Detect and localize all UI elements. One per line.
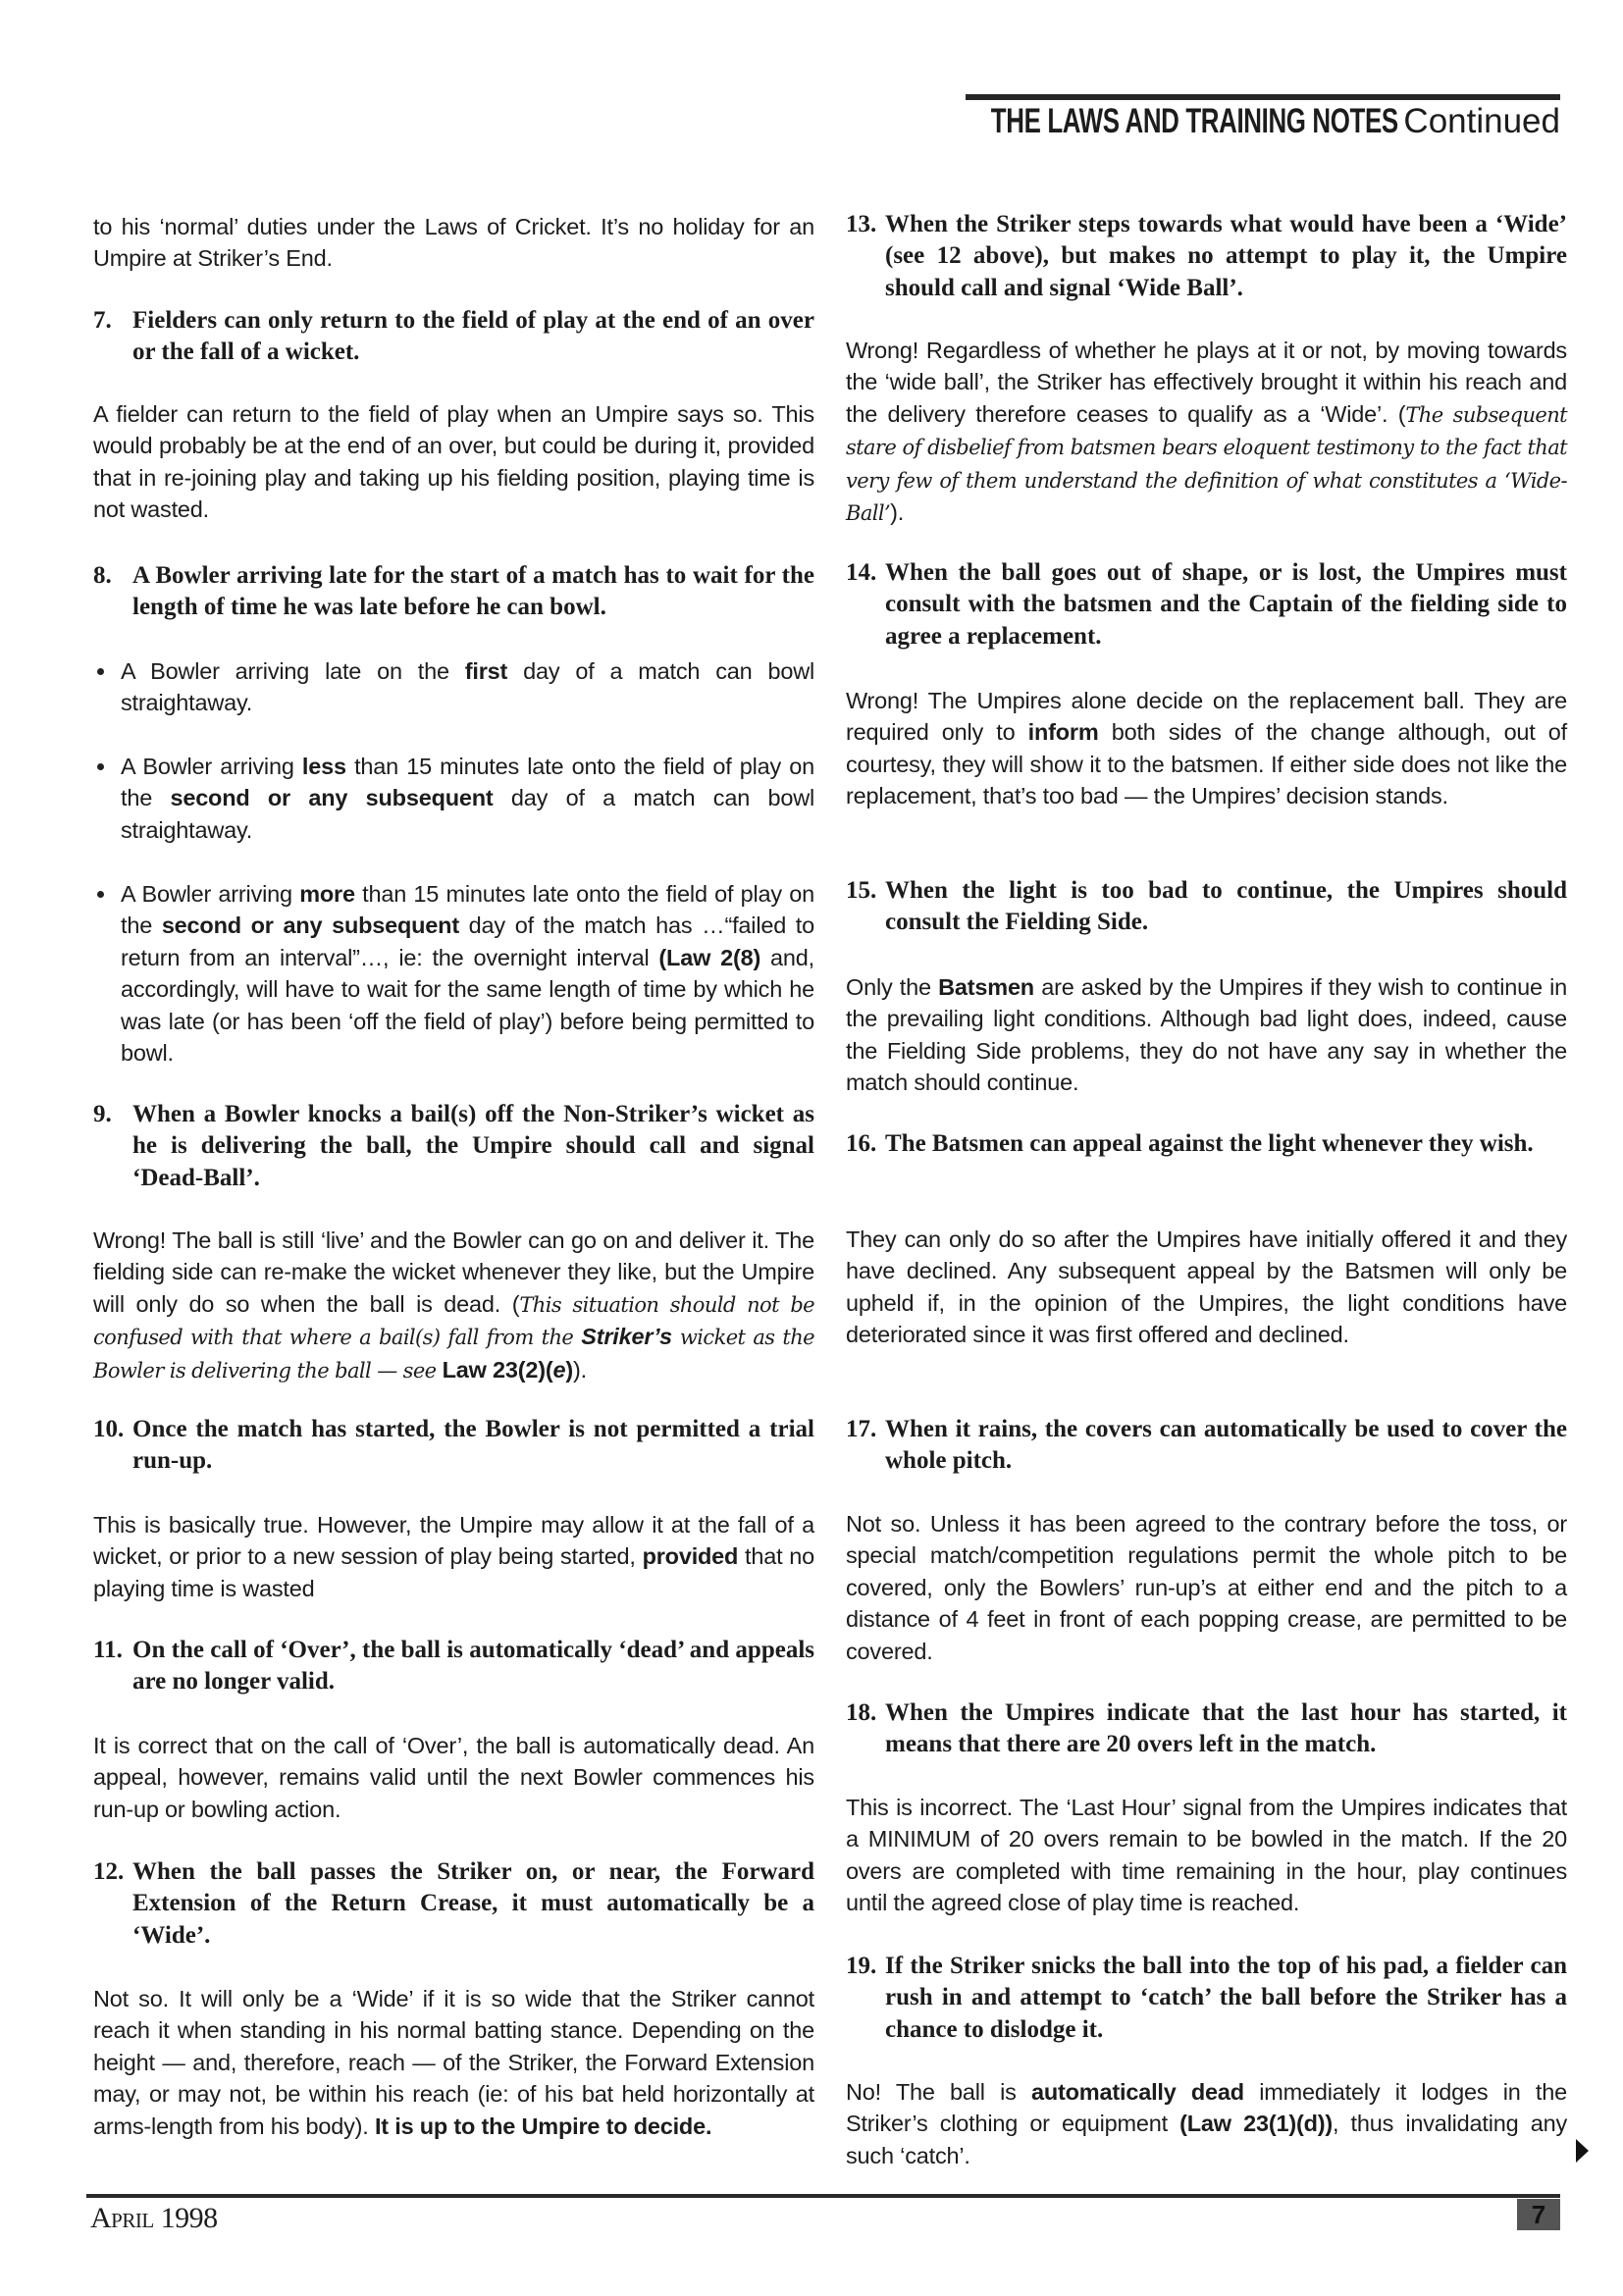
footer-rule	[86, 2194, 1560, 2198]
italic-text: The subsequent stare of disbelief from batsmen bears eloquent testimony to the fact that very few of them understand the definition of what constitutes a ‘Wide-Ball’	[846, 402, 1567, 526]
bullet-icon	[97, 891, 104, 898]
header-title: THE LAWS AND TRAINING NOTES	[990, 102, 1398, 140]
bold-text: second or any subsequent	[161, 913, 459, 939]
answer-paragraph	[846, 685, 1567, 812]
text-run: ).	[573, 1356, 587, 1383]
bold-text: Law 23(2)(	[442, 1356, 553, 1383]
bold-text: )	[565, 1356, 574, 1383]
text-run: The Batsmen can appeal against the light whenever they wish.	[885, 1130, 1534, 1157]
text-run: Once the match has started, the Bowler is not permitted a trial run-up.	[132, 1416, 814, 1475]
answer-paragraph	[846, 1224, 1567, 1351]
answer-paragraph	[93, 1983, 814, 2142]
answer-paragraph	[846, 1792, 1567, 1919]
text-run: A Bowler arriving late on the	[121, 658, 465, 684]
header-subtitle: Continued	[1403, 102, 1560, 140]
bullet-icon	[97, 763, 104, 770]
answer-paragraph	[93, 211, 814, 275]
bullet-item	[93, 655, 814, 719]
bold-text: more	[299, 881, 355, 907]
text-run: When the ball goes out of shape, or is lost, the Umpires must consult with the batsmen and the Captain of the fielding side to agree a replacement.	[885, 559, 1567, 650]
text-run: When the light is too bad to continue, the Umpires should consult the Fielding Side.	[885, 877, 1567, 936]
answer-paragraph	[846, 335, 1567, 529]
bold-text: inform	[1027, 719, 1099, 746]
text-run: A Bowler arriving	[121, 881, 300, 907]
answer-paragraph	[93, 1509, 814, 1604]
text-run: They can only do so after the Umpires have initially offered it and they have declined. Any subsequent appeal by the Batsmen will only be upheld if, in the opinion of the Umpires, the light conditions have deteriorated since it was first offered and declined.	[846, 1226, 1567, 1348]
bold-text: second or any subsequent	[170, 785, 494, 811]
text-run: day of a match can bowl straightaway.	[121, 785, 814, 843]
question-number: 13.	[846, 211, 877, 237]
text-run: Not so. Unless it has been agreed to the contrary before the toss, or special match/competition regulations permit the whole pitch to be covered, only the Bowlers’ run-up’s at either end and the pitch to a distance of 4 feet in front of each popping crease, are permitted to be covered.	[846, 1511, 1567, 1664]
answer-paragraph	[846, 2076, 1567, 2171]
text-run: both sides of the change although, out of courtesy, they will show it to the batsmen. If either side does not like the replacement, that’s too bad — the Umpires’ decision stands.	[846, 719, 1567, 809]
question-heading	[846, 557, 1567, 652]
question-number: 19.	[846, 1953, 877, 1979]
question-heading	[93, 1099, 814, 1194]
question-number: 17.	[846, 1416, 877, 1442]
question-heading	[93, 560, 814, 624]
text-run: to his ‘normal’ duties under the Laws of Cricket. It’s no holiday for an Umpire at Striker’s End.	[93, 214, 814, 272]
bold-text: (Law 2(8)	[658, 944, 761, 970]
question-number: 14.	[846, 559, 877, 586]
text-run: than 15 minutes late onto the field of play on the	[121, 881, 814, 939]
text-run: immediately it lodges in the Striker’s clothing or equipment	[846, 2079, 1567, 2137]
answer-paragraph	[93, 398, 814, 526]
question-number: 10.	[93, 1416, 125, 1442]
bold-text: automatically dead	[1031, 2079, 1244, 2105]
question-number: 11.	[93, 1637, 123, 1663]
italic-text: wicket as the Bowler is delivering the ball — see	[93, 1326, 815, 1383]
text-run: A fielder can return to the field of play when an Umpire says so. This would probably be at the end of an over, but could be during it, provided that in re-joining play and taking up his fielding position, playing time is not wasted.	[93, 401, 814, 523]
text-run: On the call of ‘Over’, the ball is automatically ‘dead’ and appeals are no longer valid.	[132, 1637, 814, 1696]
question-number: 16.	[846, 1130, 877, 1157]
text-run: Not so. It will only be a ‘Wide’ if it is so wide that the Striker cannot reach it when standing in his normal batting stance. Depending on the height — and, therefore, reach — of the Striker, the Forward Extension may, or may not, be within his reach (ie: of his bat held horizontally at arms-length from his body).	[93, 1986, 814, 2139]
text-run: than 15 minutes late onto the field of play on the	[121, 754, 814, 811]
text-run: Wrong! The Umpires alone decide on the replacement ball. They are required only to	[846, 688, 1567, 746]
text-run: When a Bowler knocks a bail(s) off the Non-Striker’s wicket as he is delivering the ball, the Umpire should call and signal ‘Dead-Ball’.	[132, 1101, 814, 1191]
footer-date: April 1998	[90, 2202, 218, 2234]
question-heading	[846, 1128, 1567, 1160]
text-run: day of the match has …“failed to return from an interval”…, ie: the overnight interval	[121, 913, 815, 970]
bold-text: first	[464, 658, 508, 684]
question-heading	[93, 1414, 814, 1478]
text-run: A Bowler arriving late for the start of a match has to wait for the length of time he was late before he can bowl.	[132, 562, 814, 621]
bold-text: (Law 23(1)(d))	[1179, 2111, 1333, 2137]
question-number: 8.	[93, 562, 112, 589]
header-rule	[966, 94, 1560, 100]
bullet-item	[93, 878, 814, 1069]
text-run: are asked by the Umpires if they wish to continue in the prevailing light conditions. Although bad light does, indeed, cause the Fielding Side problems, they do not have any say in whether the match should continue.	[846, 974, 1567, 1096]
question-heading	[846, 1697, 1567, 1761]
bold-text: less	[301, 754, 346, 779]
answer-paragraph	[93, 1730, 814, 1825]
question-number: 9.	[93, 1101, 112, 1127]
text-run: ).	[890, 499, 905, 526]
text-run: and, accordingly, will have to wait for the same length of time by which he was late (or has been ‘off the field of play’) before being permitted to bowl.	[121, 944, 814, 1067]
text-run: This is incorrect. The ‘Last Hour’ signal from the Umpires indicates that a MINIMUM of 20 overs remain to be bowled in the match. If the 20 overs are completed with time remaining in the hour, play continues until the agreed close of play time is reached.	[846, 1795, 1567, 1916]
question-number: 15.	[846, 877, 877, 904]
bold-text: e	[552, 1356, 566, 1383]
bold-text: provided	[642, 1543, 739, 1570]
text-run: Only the	[846, 974, 939, 1000]
italic-text: This situation should not be confused with that where a bail(s) fall from the	[93, 1292, 814, 1350]
bold-text: Striker’s	[581, 1324, 672, 1350]
question-heading	[93, 1635, 814, 1698]
question-number: 7.	[93, 307, 112, 334]
text-run: When the Striker steps towards what would have been a ‘Wide’ (see 12 above), but makes no attempt to play it, the Umpire should call and signal ‘Wide Ball’.	[885, 211, 1567, 301]
text-run: If the Striker snicks the ball into the top of his pad, a fielder can rush in and attempt to ‘catch’ the ball before the Striker has a chance to dislodge it.	[885, 1953, 1567, 2043]
text-run: , thus invalidating any such ‘catch’.	[846, 2111, 1568, 2168]
question-heading	[93, 305, 814, 369]
text-run: Wrong! Regardless of whether he plays at it or not, by moving towards the ‘wide ball’, the Striker has effectively brought it within his reach and the delivery therefore ceases to qualify as a ‘Wide’. (	[846, 338, 1567, 427]
question-heading	[846, 209, 1567, 304]
question-heading	[846, 1414, 1567, 1478]
answer-paragraph	[846, 1508, 1567, 1667]
text-run: that no playing time is wasted	[93, 1543, 814, 1601]
text-run: It is correct that on the call of ‘Over’, the ball is automatically dead. An appeal, however, remains valid until the next Bowler commences his run-up or bowling action.	[93, 1733, 814, 1822]
question-heading	[846, 875, 1567, 939]
question-number: 12.	[93, 1858, 125, 1885]
text-run: When the ball passes the Striker on, or near, the Forward Extension of the Return Crease, it must automatically be a ‘Wide’.	[132, 1858, 814, 1949]
bullet-icon	[97, 668, 104, 675]
text-run: A Bowler arriving	[121, 754, 302, 779]
bullet-item	[93, 751, 814, 846]
text-run: Wrong! The ball is still ‘live’ and the Bowler can go on and deliver it. The fielding side can re-make the wicket whenever they like, but the Umpire will only do so when the ball is dead. (	[93, 1227, 814, 1317]
text-run: Fielders can only return to the field of play at the end of an over or the fall of a wicket.	[132, 307, 814, 366]
answer-paragraph	[846, 971, 1567, 1099]
bold-text: Batsmen	[938, 974, 1034, 1000]
page-header	[848, 102, 1560, 141]
text-run: This is basically true. However, the Umpire may allow it at the fall of a wicket, or prior to a new session of play being started,	[93, 1512, 814, 1570]
arrow-right-icon	[1576, 2139, 1589, 2163]
question-heading	[846, 1951, 1567, 2046]
bold-text: It is up to the Umpire to decide.	[374, 2113, 712, 2139]
page-number: 7	[1517, 2199, 1560, 2230]
question-heading	[93, 1856, 814, 1952]
text-run: When the Umpires indicate that the last hour has started, it means that there are 20 overs left in the match.	[885, 1699, 1567, 1758]
text-run: No! The ball is	[846, 2079, 1031, 2105]
question-number: 18.	[846, 1699, 877, 1726]
text-run: When it rains, the covers can automatically be used to cover the whole pitch.	[885, 1416, 1567, 1475]
text-run: day of a match can bowl straightaway.	[121, 658, 814, 716]
answer-paragraph	[93, 1225, 814, 1386]
